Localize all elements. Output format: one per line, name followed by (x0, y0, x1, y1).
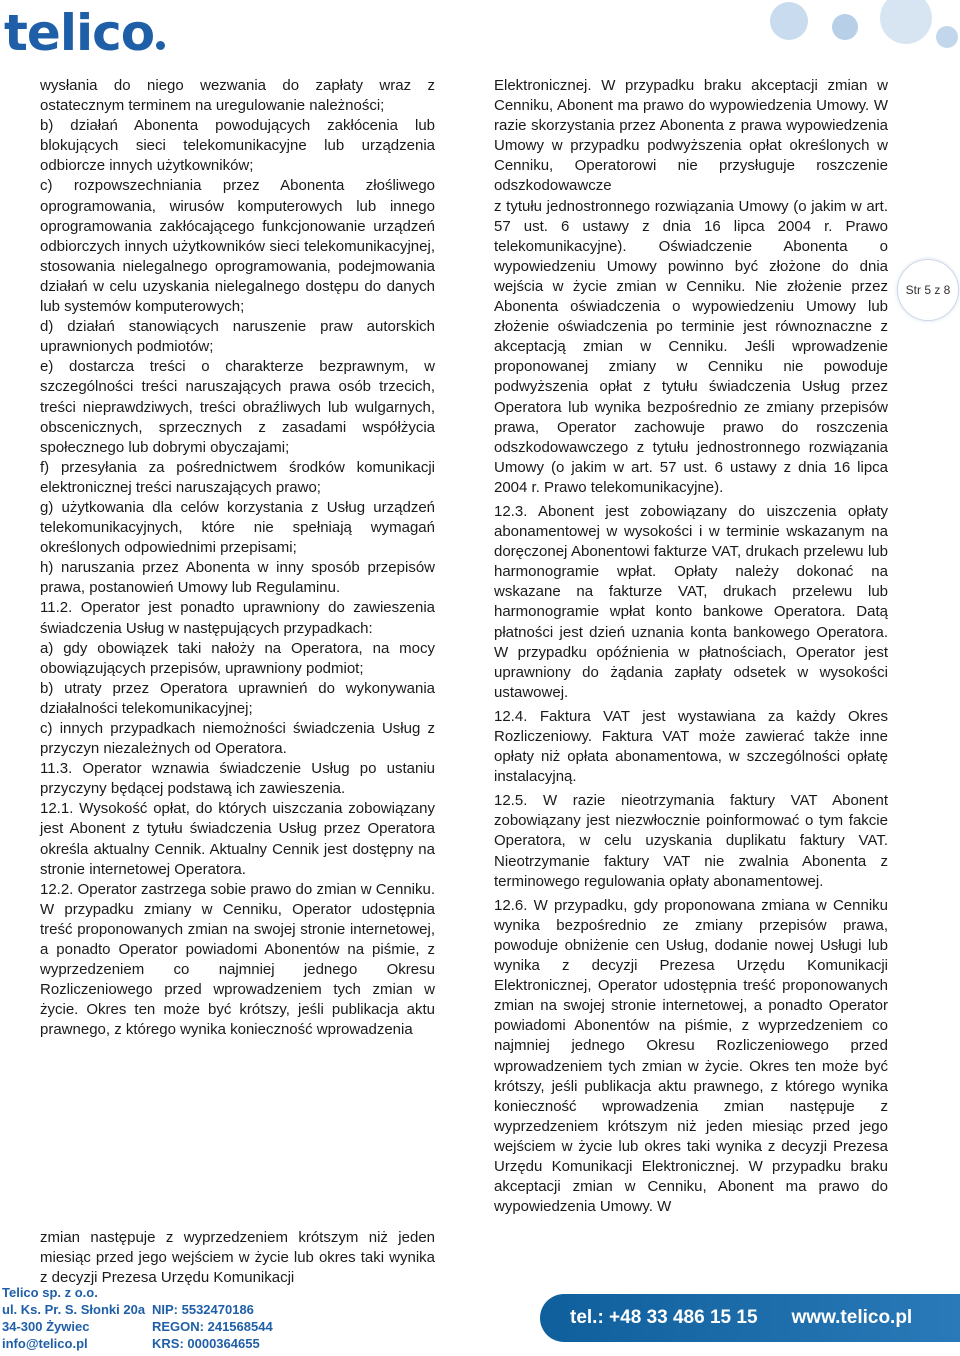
paragraph: 12.3. Abonent jest zobowiązany do uiszczenia opłaty abonamentowej w wysokości i w terminie wskazanym na doręczonej Abonentowi fakturze VAT, drukach przelewu lub harmonogramie wpłat. Opłaty należy dokonać na wskazane na fakturze VAT, drukach przelewu lub harmonogramie wpłat konto bankowe Operatora. Datą płatności jest dzień uznania konta bankowego Operatora. W przypadku opóźnienia w płatnościach, Operator jest uprawniony do żądania zapłaty odsetek w wysokości ustawowej. (494, 502, 888, 701)
paragraph: Elektronicznej. W przypadku braku akceptacji zmian w Cenniku, Abonent ma prawo do wypowiedzenia Umowy. W razie skorzystania przez Abonenta z prawa wypowiedzenia Umowy w przypadku podwyższenia opłat określonych w Cenniku, Operatorowi nie przysługuje roszczenie odszkodowawcze (494, 77, 888, 195)
regon: REGON: 241568544 (152, 1319, 273, 1334)
website-link[interactable]: www.telico.pl (791, 1307, 913, 1328)
krs: KRS: 0000364655 (152, 1336, 260, 1351)
paragraph: zmian następuje z wyprzedzeniem krótszym niż jeden miesiąc przed jego wejściem w życie lub okres taki wynika z decyzji Prezesa Urzędu Komunikacji (40, 1229, 435, 1287)
left-column-tail (40, 1228, 435, 1288)
footer-registry-info (152, 1301, 273, 1352)
footer-company-info (2, 1284, 145, 1352)
bubble-3 (880, 0, 932, 44)
paragraph: 12.4. Faktura VAT jest wystawiana za każdy Okres Rozliczeniowy. Faktura VAT może zawierać także inne opłaty niż opłata abonamentowa, w szczególności opłatę instalacyjną. (494, 707, 888, 786)
paragraph: b) utraty przez Operatora uprawnień do wykonywania działalności telekomunikacyjnej; (40, 679, 435, 717)
paragraph: d) działań stanowiących naruszenie praw autorskich uprawnionych podmiotów; (40, 318, 435, 356)
paragraph: c) rozpowszechniania przez Abonenta złośliwego oprogramowania, wirusów komputerowych lub innego oprogramowania zakłócającego funkcjonowanie urządzeń odbiorczych innych użytkowników sieci telekomunikacyjnej, stosowania nielegalnego oprogramowania, podejmowania działań w celu uzyskania nielegalnego dostępu do danych lub systemów komputerowych; (40, 177, 435, 316)
paragraph: b) działań Abonenta powodujących zakłócenia lub blokujących sieci telekomunikacyjne lub urządzenia odbiorcze innych użytkowników; (40, 117, 435, 175)
paragraph: c) innych przypadkach niemożności świadczenia Usług z przyczyn niezależnych od Operatora. (40, 720, 435, 758)
bubble-1 (770, 2, 808, 40)
paragraph: g) użytkowania dla celów korzystania z Usług urządzeń telekomunikacyjnych, które nie spełniają wymagań określonych odpowiednimi przepisami; (40, 498, 435, 557)
logo-dot (156, 41, 165, 50)
company-street: ul. Ks. Pr. S. Słonki 20a (2, 1302, 146, 1317)
right-column (494, 76, 888, 1217)
bubble-4 (936, 26, 958, 48)
paragraph: f) przesyłania za pośrednictwem środków komunikacji elektronicznej treści naruszających prawo; (40, 458, 435, 496)
page-number: Str 5 z 8 (905, 283, 951, 297)
paragraph: a) gdy obowiązek taki nałoży na Operatora, na mocy obowiązujących przepisów, uprawniony podmiot; (40, 639, 435, 677)
phone-number[interactable]: tel.: +48 33 486 15 15 (570, 1307, 758, 1328)
company-email[interactable]: info@telico.pl (2, 1336, 88, 1351)
paragraph: 12.6. W przypadku, gdy proponowana zmiana w Cenniku wynika bezpośrednio ze zmiany przepisów prawa, powoduje obniżenie cen Usług, dodanie nowej Usługi lub wynika z decyzji Prezesa Urzędu Komunikacji Elektronicznej, Operator udostępnia treść proponowanych zmian na swojej stronie internetowej, a ponadto Operator powiadomi Abonentów na piśmie, z wyprzedzeniem co najmniej jednego Okresu Rozliczeniowego przed wprowadzeniem tych zmian w życie. Okres ten może być krótszy, jeśli publikacja aktu prawnego, z którego wynika konieczność wprowadzenia zmian następuje z wyprzedzeniem krótszym niż jeden miesiąc przed jego wejściem w życie lub okres taki wynika z decyzji Prezesa Urzędu Komunikacji Elektronicznej. W przypadku braku akceptacji zmian w Cenniku, Abonent ma prawo do wypowiedzenia Umowy. W (494, 896, 888, 1216)
paragraph: 12.5. W razie nieotrzymania faktury VAT Abonent zobowiązany jest niezwłocznie poinformować o tym fakcie Operatora, w celu uzyskania duplikatu faktury VAT. Nieotrzymanie faktury VAT nie zwalnia Abonenta z terminowego regulowania opłaty abonamentowej. (494, 792, 888, 890)
page-number-badge (897, 259, 959, 321)
paragraph: wysłania do niego wezwania do zapłaty wraz z ostatecznym terminem na uregulowanie należności; (40, 77, 435, 115)
nip: NIP: 5532470186 (152, 1302, 254, 1317)
paragraph: 11.2. Operator jest ponadto uprawniony do zawieszenia świadczenia Usług w następujących przypadkach: (40, 599, 435, 637)
company-name: Telico sp. z o.o. (2, 1285, 98, 1300)
bubble-2 (832, 14, 858, 40)
paragraph: 12.1. Wysokość opłat, do których uiszczania zobowiązany jest Abonent z tytułu świadczenia Usług przez Operatora określa aktualny Cennik. Aktualny Cennik jest dostępny na stronie internetowej Operatora. (40, 800, 435, 878)
footer-contact-bar (540, 1294, 960, 1342)
paragraph: z tytułu jednostronnego rozwiązania Umowy (o jakim w art. 57 ust. 6 ustawy z dnia 16 lipca 2004 r. Prawo telekomunikacyjne). Oświadczenie Abonenta o wypowiedzeniu Umowy powinno być złożone do dnia wejścia w życie zmian w Cenniku. Nie złożenie przez Abonenta oświadczenia o wypowiedzeniu Umowy lub złożenie oświadczenia po terminie jest równoznaczne z akceptacją zmian w Cenniku. Jeśli wprowadzenie proponowanej zmiany w Cenniku nie powoduje podwyższenia opłat z tytułu świadczenia Usług przez Operatora lub wynika bezpośrednio ze zmiany przepisów prawa, Operator zachowuje prawo do roszczenia odszkodowawczego z tytułu jednostronnego rozwiązania Umowy (o jakim w art. 57 ust. 6 ustawy z dnia 16 lipca 2004 r. Prawo telekomunikacyjne). (494, 197, 888, 496)
left-column (40, 76, 435, 1041)
telico-logo: telico (4, 6, 165, 60)
company-city: 34-300 Żywiec (2, 1319, 90, 1334)
paragraph: e) dostarcza treści o charakterze bezprawnym, w szczególności treści naruszających prawa osób trzecich, treści nieprawdziwych, treści obraźliwych lub wulgarnych, obscenicznych, sprzecznych z zasadami współżycia społecznego lub dobrymi obyczajami; (40, 358, 435, 456)
paragraph: h) naruszania przez Abonenta w inny sposób przepisów prawa, postanowień Umowy lub Regulaminu. (40, 559, 435, 597)
paragraph: 11.3. Operator wznawia świadczenie Usług po ustaniu przyczyny będącej podstawą ich zawieszenia. (40, 760, 435, 798)
paragraph: 12.2. Operator zastrzega sobie prawo do zmian w Cenniku. W przypadku zmiany w Cenniku, Operator udostępnia treść proponowanych zmian na swojej stronie internetowej, a ponadto Operator powiadomi Abonentów na piśmie, z wyprzedzeniem co najmniej jednego Okresu Rozliczeniowego przed wprowadzeniem tych zmian w życie. Okres ten może być krótszy, jeśli publikacja aktu prawnego, z którego wynika konieczność wprowadzenia (40, 880, 435, 1039)
decorative-bubbles (740, 0, 960, 60)
